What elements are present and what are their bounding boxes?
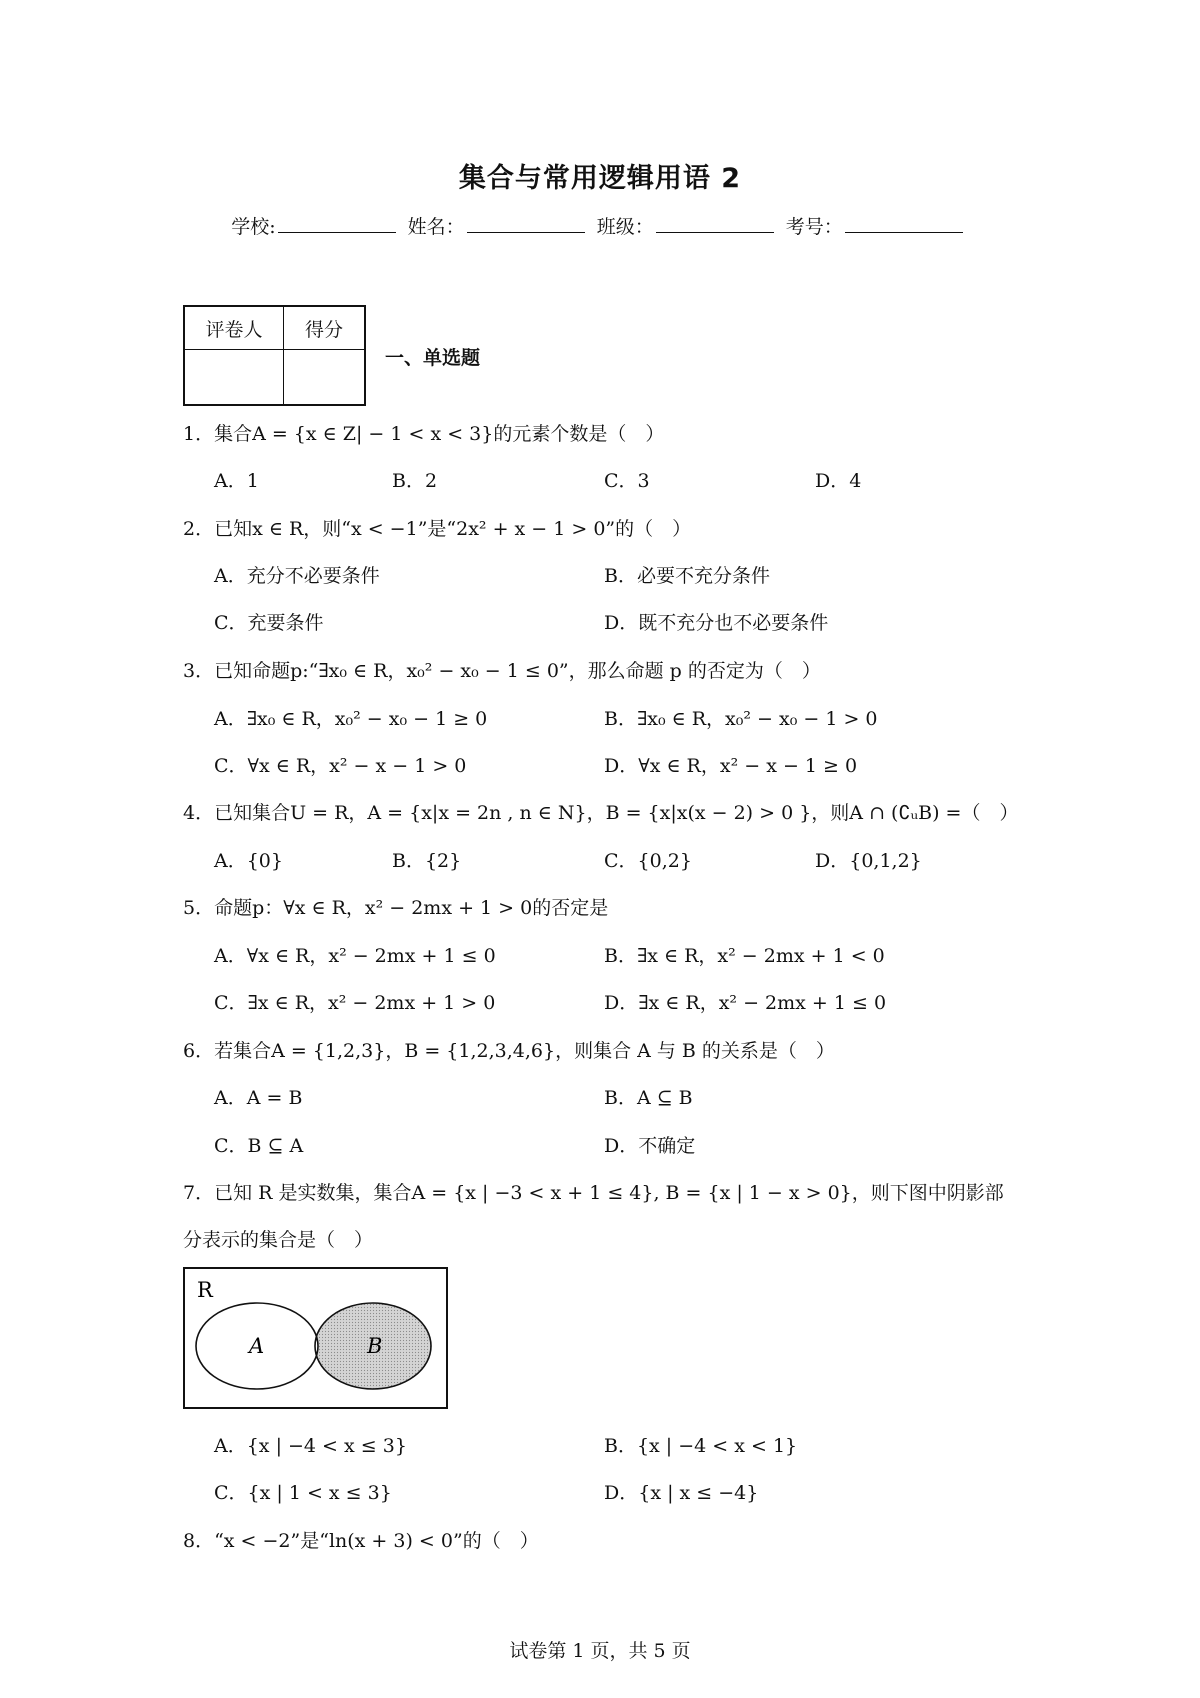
q1-option-a[interactable]: A．1: [214, 470, 259, 492]
class-blank[interactable]: [656, 214, 774, 233]
q4-option-c[interactable]: C．{0,2}: [604, 850, 692, 872]
school-blank[interactable]: [278, 214, 396, 233]
q5-option-d[interactable]: D．∃x ∈ R，x² − 2mx + 1 ≤ 0: [604, 992, 887, 1014]
question-8-stem: 8．“x < −2”是“ln(x + 3) < 0”的（ ）: [183, 1530, 539, 1552]
score-header: 得分: [284, 306, 366, 350]
q1-option-c[interactable]: C．3: [604, 470, 650, 492]
exam-no-blank[interactable]: [845, 214, 963, 233]
q5-option-b[interactable]: B．∃x ∈ R，x² − 2mx + 1 < 0: [604, 945, 885, 967]
page-footer: 试卷第 1 页，共 5 页: [509, 1640, 691, 1662]
grader-table: [183, 305, 366, 406]
q7-option-c[interactable]: C．{x | 1 < x ≤ 3}: [214, 1482, 392, 1504]
q4-option-a[interactable]: A．{0}: [214, 850, 283, 872]
q6-option-c[interactable]: C．B ⊆ A: [214, 1135, 304, 1157]
q6-option-b[interactable]: B．A ⊆ B: [604, 1087, 693, 1109]
section-heading: 一、单选题: [385, 347, 481, 369]
score-cell[interactable]: [284, 350, 366, 406]
set-b-label: B: [367, 1334, 383, 1358]
q5-option-a[interactable]: A．∀x ∈ R，x² − 2mx + 1 ≤ 0: [214, 945, 496, 967]
name-blank[interactable]: [467, 214, 585, 233]
exam-no-label: 考号：: [785, 216, 843, 238]
q4-option-b[interactable]: B．{2}: [392, 850, 462, 872]
set-a-label: A: [249, 1334, 265, 1358]
q6-option-a[interactable]: A．A = B: [214, 1087, 303, 1109]
reviewer-header: 评卷人: [184, 306, 284, 350]
question-7-stem-continued: 分表示的集合是（ ）: [183, 1229, 374, 1251]
question-7-stem: 7．已知 R 是实数集，集合A = {x | −3 < x + 1 ≤ 4}, B = {x | 1 − x > 0}，则下图中阴影部: [183, 1182, 1004, 1204]
q3-option-c[interactable]: C．∀x ∈ R，x² − x − 1 > 0: [214, 755, 467, 777]
q5-option-c[interactable]: C．∃x ∈ R，x² − 2mx + 1 > 0: [214, 992, 496, 1014]
question-6-stem: 6．若集合A = {1,2,3}，B = {1,2,3,4,6}，则集合 A 与 B 的关系是（ ）: [183, 1040, 835, 1062]
question-4-stem: 4．已知集合U = R，A = {x|x = 2n , n ∈ N}，B = {x|x(x − 2) > 0 }，则A ∩ (∁ᵤB) =（ ）: [183, 802, 1019, 824]
q6-option-d[interactable]: D．不确定: [604, 1135, 696, 1157]
q1-option-d[interactable]: D．4: [815, 470, 862, 492]
question-1-stem: 1．集合A = {x ∈ Z| − 1 < x < 3}的元素个数是（ ）: [183, 423, 665, 445]
school-label: 学校:: [231, 216, 276, 238]
q7-option-d[interactable]: D．{x | x ≤ −4}: [604, 1482, 759, 1504]
q1-option-b[interactable]: B．2: [392, 470, 438, 492]
q7-option-b[interactable]: B．{x | −4 < x < 1}: [604, 1435, 798, 1457]
q2-option-b[interactable]: B．必要不充分条件: [604, 565, 770, 587]
universe-label: R: [197, 1278, 213, 1302]
venn-diagram: [183, 1267, 448, 1409]
question-3-stem: 3．已知命题p:“∃x₀ ∈ R，x₀² − x₀ − 1 ≤ 0”，那么命题 p 的否定为（ ）: [183, 660, 821, 682]
q2-option-a[interactable]: A．充分不必要条件: [214, 565, 380, 587]
q4-option-d[interactable]: D．{0,1,2}: [815, 850, 922, 872]
q2-option-d[interactable]: D．既不充分也不必要条件: [604, 612, 829, 634]
reviewer-cell[interactable]: [184, 350, 284, 406]
name-label: 姓名：: [407, 216, 465, 238]
q3-option-a[interactable]: A．∃x₀ ∈ R，x₀² − x₀ − 1 ≥ 0: [214, 708, 488, 730]
q7-option-a[interactable]: A．{x | −4 < x ≤ 3}: [214, 1435, 407, 1457]
page-title: 集合与常用逻辑用语 2: [458, 163, 742, 194]
q3-option-d[interactable]: D．∀x ∈ R，x² − x − 1 ≥ 0: [604, 755, 858, 777]
question-5-stem: 5．命题p：∀x ∈ R，x² − 2mx + 1 > 0的否定是: [183, 897, 609, 919]
question-2-stem: 2．已知x ∈ R，则“x < −1”是“2x² + x − 1 > 0”的（ ）: [183, 518, 692, 540]
class-label: 班级：: [596, 216, 654, 238]
student-info-row: [0, 212, 1200, 239]
q3-option-b[interactable]: B．∃x₀ ∈ R，x₀² − x₀ − 1 > 0: [604, 708, 878, 730]
q2-option-c[interactable]: C．充要条件: [214, 612, 324, 634]
